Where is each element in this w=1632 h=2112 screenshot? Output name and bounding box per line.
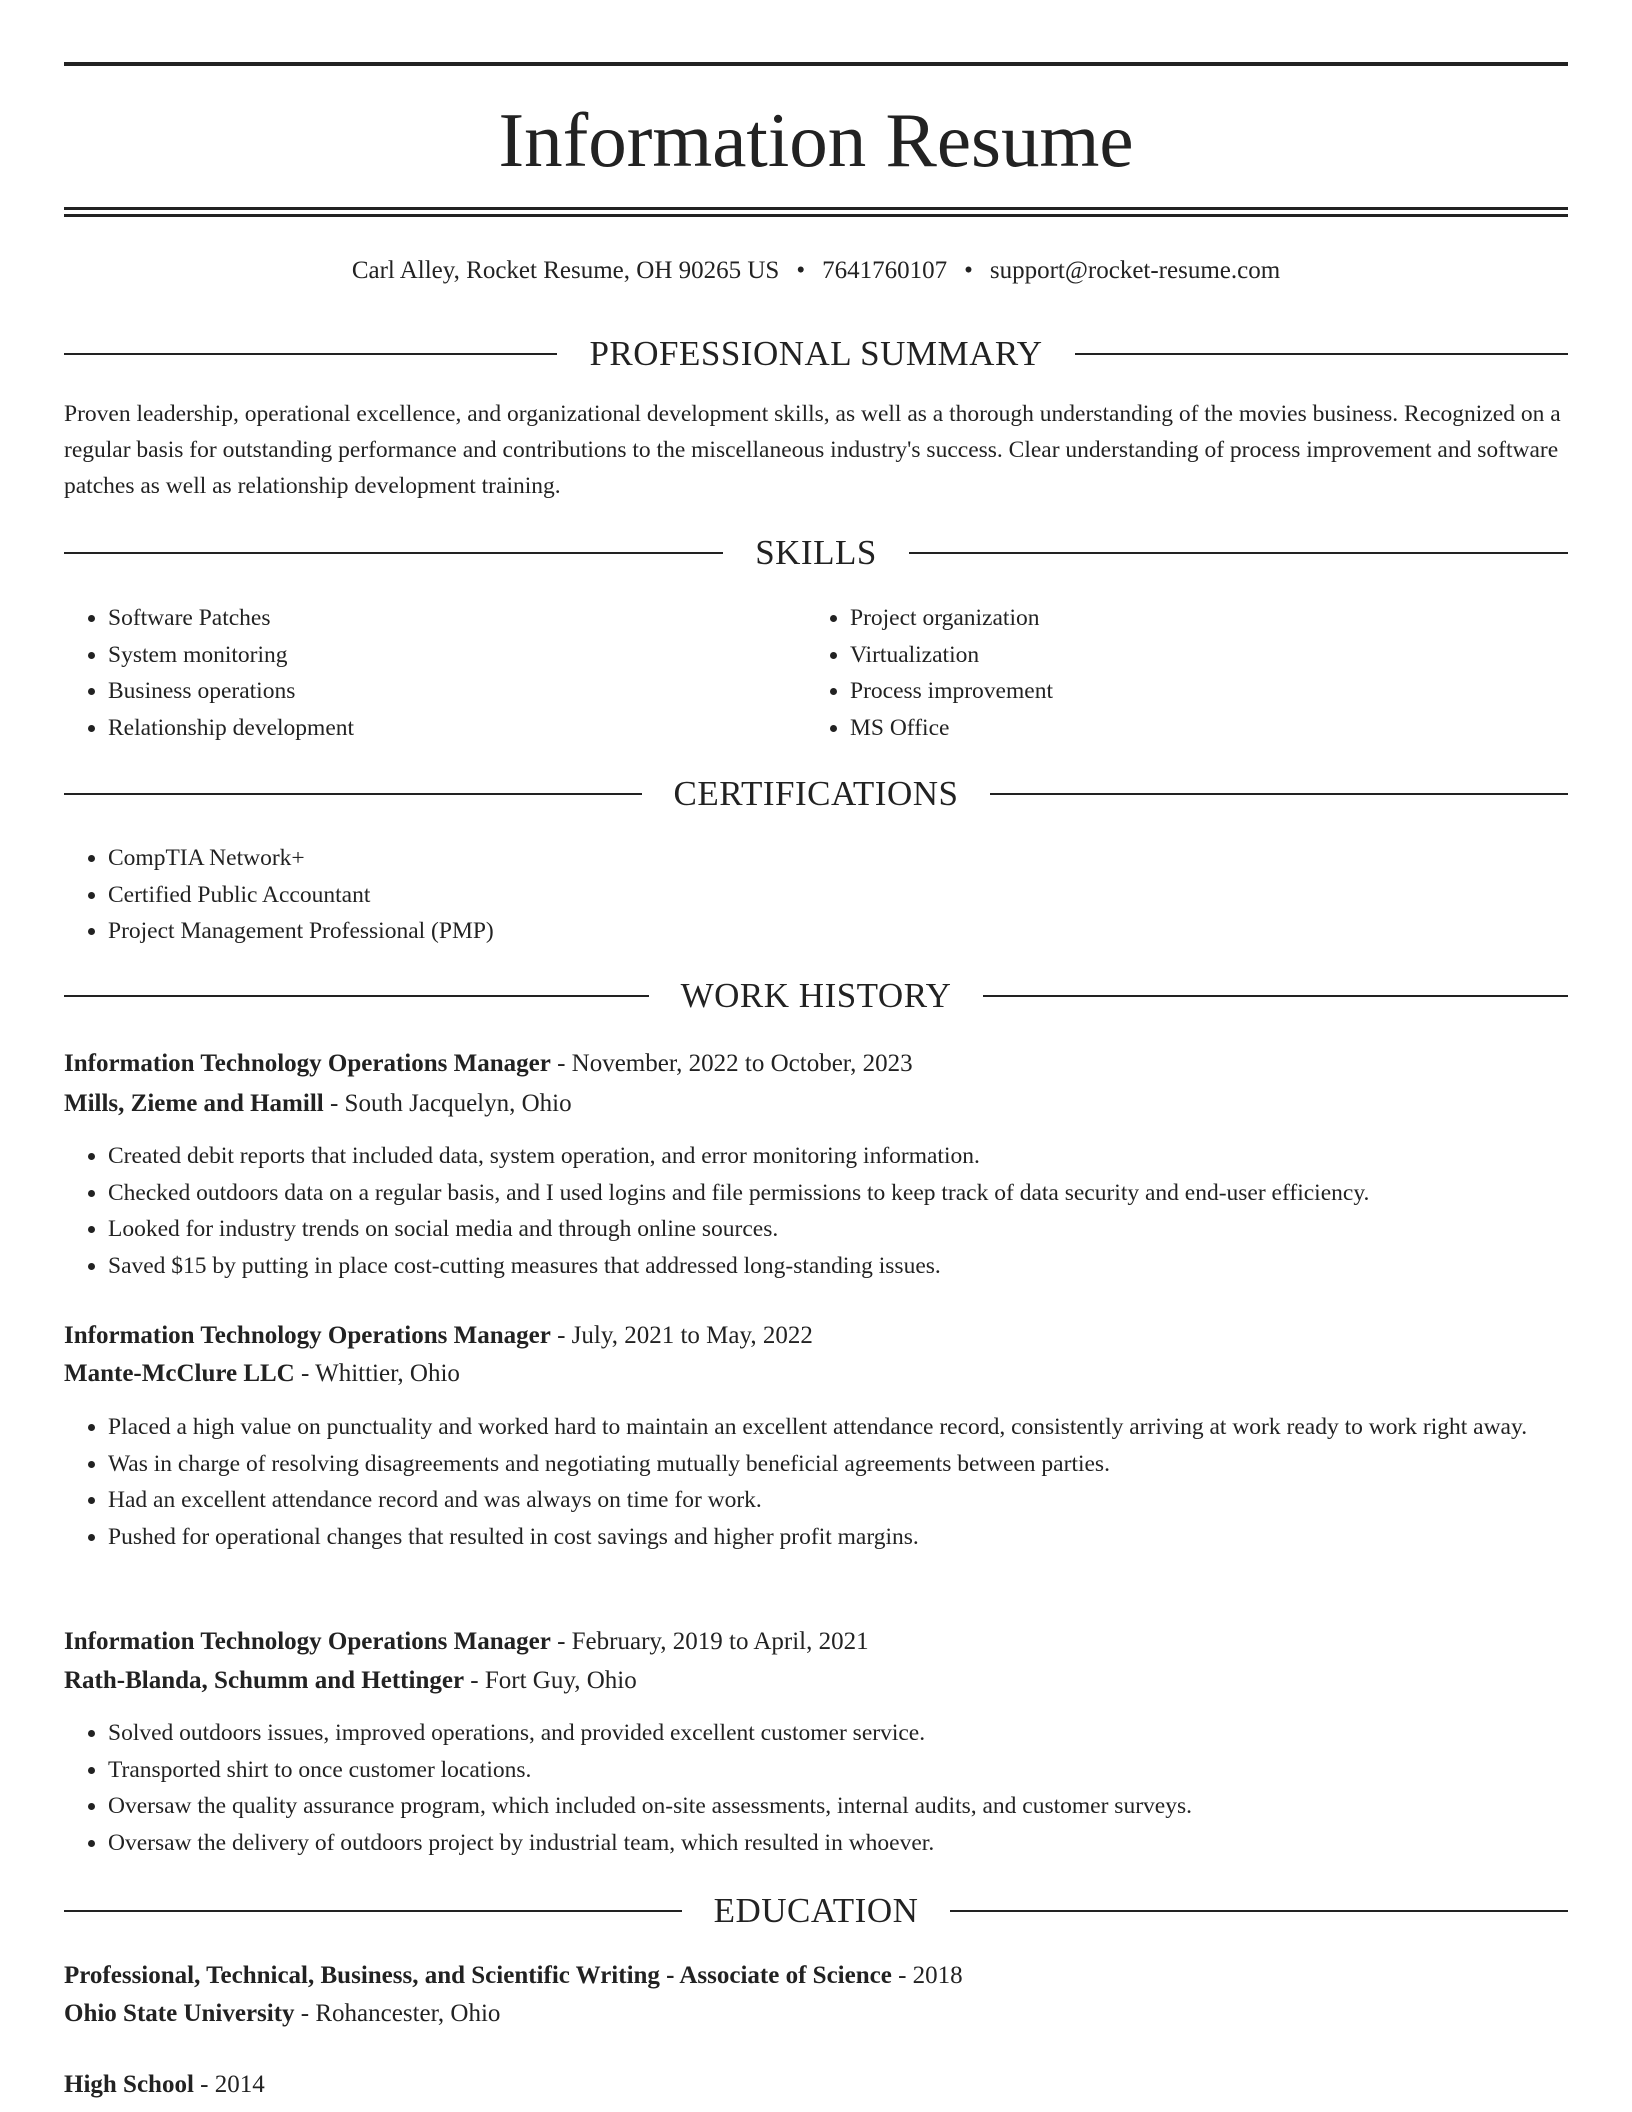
job-company: Mills, Zieme and Hamill — [64, 1090, 324, 1117]
section-header-skills — [64, 530, 1568, 576]
contact-address: Carl Alley, Rocket Resume, OH 90265 US — [351, 257, 780, 284]
contact-email: support@rocket-resume.com — [989, 257, 1281, 284]
section-rule — [64, 353, 557, 355]
job-bullet: • Oversaw the quality assurance program, which included on-site assessments, internal audits, and customer surveys. — [108, 1788, 1568, 1825]
certification-item: • CompTIA Network+ — [108, 840, 1568, 877]
job-title: Information Technology Operations Manager — [64, 1628, 551, 1655]
education-location: - Rohancester, Ohio — [294, 2000, 501, 2027]
section-rule — [64, 995, 649, 997]
section-rule — [1075, 353, 1568, 355]
section-rule — [983, 995, 1568, 997]
job-company-line — [64, 1355, 1568, 1393]
education-degree: Professional, Technical, Business, and Scientific Writing - Associate of Science — [64, 1962, 892, 1989]
education-degree: High School — [64, 2071, 194, 2098]
job-company: Mante-McClure LLC — [64, 1360, 295, 1387]
section-rule — [950, 1910, 1568, 1912]
section-rule — [64, 793, 642, 795]
job-bullet: • Created debit reports that included data, system operation, and error monitoring information. — [108, 1138, 1568, 1175]
job-bullet: • Saved $15 by putting in place cost-cutting measures that addressed long-standing issues. — [108, 1248, 1568, 1285]
section-header-summary — [64, 331, 1568, 377]
job-bullet: • Oversaw the delivery of outdoors project by industrial team, which resulted in whoever. — [108, 1825, 1568, 1862]
contact-separator: • — [964, 257, 973, 284]
job-dates: - February, 2019 to April, 2021 — [550, 1628, 869, 1655]
job-dates: - July, 2021 to May, 2022 — [550, 1322, 813, 1349]
section-title: CERTIFICATIONS — [673, 774, 959, 813]
education-year: - 2014 — [193, 2071, 265, 2098]
job-dates: - November, 2022 to October, 2023 — [550, 1050, 913, 1077]
top-rule — [64, 62, 1568, 66]
contact-phone: 7641760107 — [822, 257, 948, 284]
certifications-list — [64, 840, 1568, 950]
section-title: PROFESSIONAL SUMMARY — [589, 334, 1043, 373]
job-bullet: • Transported shirt to once customer locations. — [108, 1752, 1568, 1789]
education-degree-line — [64, 2066, 1568, 2104]
education-year: - 2018 — [891, 1962, 963, 1989]
skill-item: • Relationship development — [108, 710, 798, 747]
section-rule — [990, 793, 1568, 795]
job-location: - Fort Guy, Ohio — [464, 1667, 637, 1694]
job-title-line — [64, 1317, 1568, 1355]
skills-list-left — [64, 600, 798, 746]
contact-separator: • — [796, 257, 806, 284]
resume-title: Information Resume — [498, 97, 1134, 183]
job-location: - Whittier, Ohio — [294, 1360, 460, 1387]
skill-item: • System monitoring — [108, 637, 798, 674]
section-rule — [909, 552, 1568, 554]
job-bullets — [64, 1138, 1568, 1284]
skill-item: • Project organization — [850, 600, 1550, 637]
job-location: - South Jacquelyn, Ohio — [323, 1090, 572, 1117]
education-degree-line — [64, 1957, 1568, 1995]
job-company: Rath-Blanda, Schumm and Hettinger — [64, 1667, 465, 1694]
job-title-line — [64, 1045, 1568, 1083]
section-header-certifications — [64, 771, 1568, 817]
job-title: Information Technology Operations Manager — [64, 1050, 551, 1077]
job-bullet: • Solved outdoors issues, improved operations, and provided excellent customer service. — [108, 1715, 1568, 1752]
title-double-rule — [64, 207, 1568, 217]
education-school: Ohio State University — [64, 2000, 295, 2027]
job-bullet: • Checked outdoors data on a regular basis, and I used logins and file permissions to keep track of data security and end-user efficiency. — [108, 1175, 1568, 1212]
skill-item: • Business operations — [108, 673, 798, 710]
job-bullets — [64, 1715, 1568, 1861]
job-title-line — [64, 1623, 1568, 1661]
summary-text: Proven leadership, operational excellence, and organizational development skills, as well as a thorough understanding of the movies business. Recognized on a regular basis for outstanding performance and contributions to the miscellaneous industry's success. Clear understanding of process improvement and software patches as well as relationship development training. — [64, 401, 1561, 499]
section-rule — [64, 552, 723, 554]
skills-list-right — [806, 600, 1550, 746]
job-company-line — [64, 1662, 1568, 1700]
job-bullet: • Placed a high value on punctuality and worked hard to maintain an excellent attendance record, consistently arriving at work ready to work right away. — [108, 1409, 1568, 1446]
job-bullet: • Had an excellent attendance record and was always on time for work. — [108, 1482, 1568, 1519]
skill-item: • MS Office — [850, 710, 1550, 747]
section-rule — [64, 1910, 682, 1912]
skill-item: • Process improvement — [850, 673, 1550, 710]
section-title: SKILLS — [755, 533, 877, 572]
job-company-line — [64, 1085, 1568, 1123]
section-title: WORK HISTORY — [680, 976, 952, 1015]
education-school-line — [64, 1995, 1568, 2033]
contact-line — [64, 254, 1568, 288]
job-title: Information Technology Operations Manager — [64, 1322, 551, 1349]
section-header-education — [64, 1888, 1568, 1934]
skill-item: • Virtualization — [850, 637, 1550, 674]
skill-item: • Software Patches — [108, 600, 798, 637]
job-bullet: • Pushed for operational changes that resulted in cost savings and higher profit margins. — [108, 1519, 1568, 1556]
job-bullet: • Was in charge of resolving disagreements and negotiating mutually beneficial agreements between parties. — [108, 1446, 1568, 1483]
section-header-work-history — [64, 973, 1568, 1019]
section-title: EDUCATION — [713, 1891, 919, 1930]
job-bullet: • Looked for industry trends on social media and through online sources. — [108, 1211, 1568, 1248]
certification-item: • Project Management Professional (PMP) — [108, 913, 1568, 950]
certification-item: • Certified Public Accountant — [108, 877, 1568, 914]
job-bullets — [64, 1409, 1568, 1555]
